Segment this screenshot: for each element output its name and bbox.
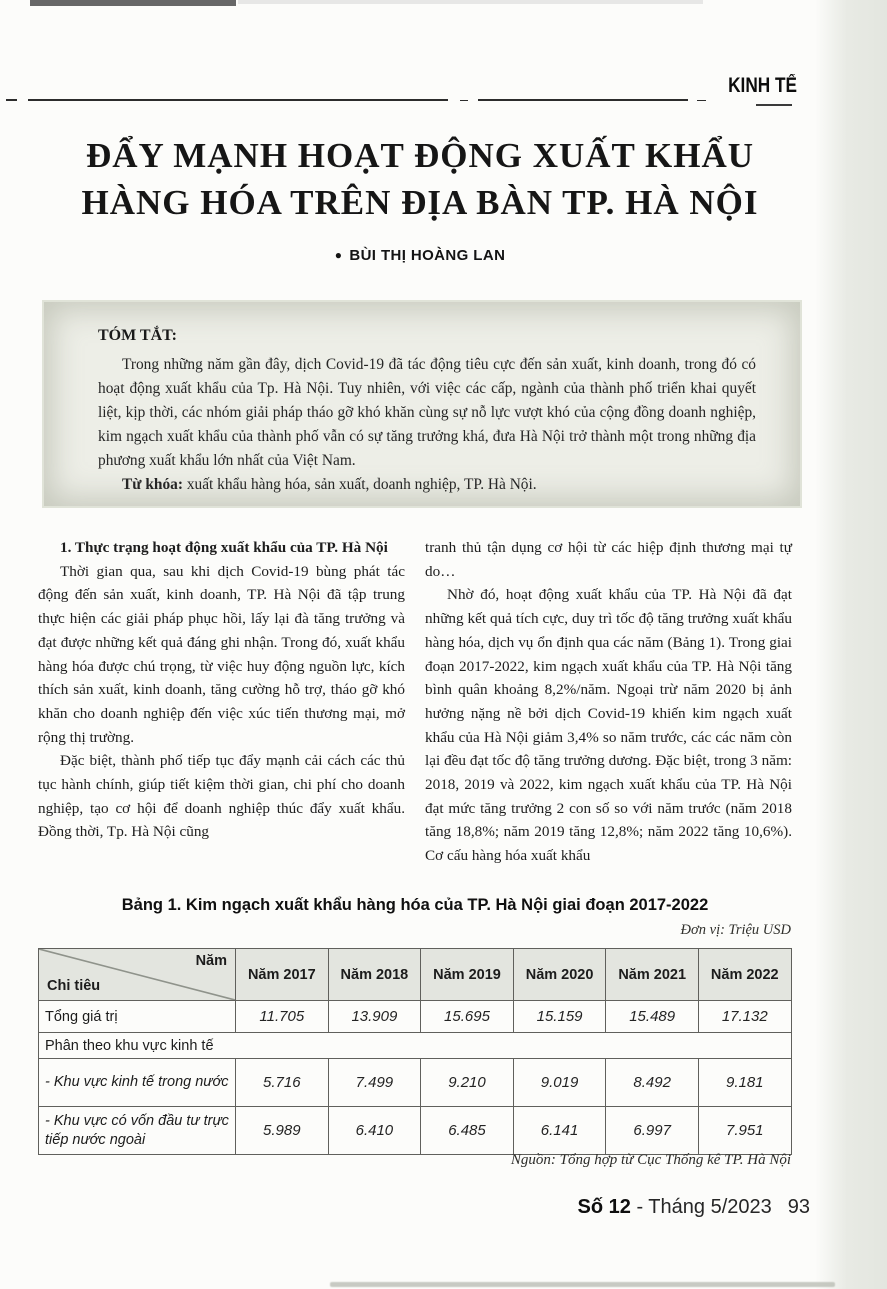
table-cell: 5.989	[236, 1107, 329, 1155]
abstract-text: Trong những năm gần đây, dịch Covid-19 đã tác động tiêu cực đến sản xuất, kinh doanh, trong đó có hoạt động xuất khẩu của Tp. Hà Nội. Tuy nhiên, với việc các cấp, ngành của thành phố triển khai quyết liệt, kịp thời, các nhóm giải pháp tháo gỡ khó khăn cùng sự nỗ lực vượt khó của cộng đồng doanh nghiệp, kim ngạch xuất khẩu của thành phố vẫn có sự tăng trưởng khá, đưa Hà Nội trở thành một trong những địa phương xuất khẩu lớn nhất của Việt Nam.	[98, 356, 756, 469]
table-cell: 6.410	[328, 1107, 421, 1155]
table-corner-cell	[39, 949, 236, 1001]
keywords-line	[98, 473, 756, 497]
table-row	[39, 1107, 792, 1155]
paragraph: Thời gian qua, sau khi dịch Covid-19 bùng phát tác động đến sản xuất, kinh doanh, TP. Hà Nội đã tập trung thực hiện các giải pháp phục hồi, lấy lại đà tăng trưởng và đạt được những kết quả đáng ghi nhận. Trong đó, xuất khẩu hàng hóa được chú trọng, từ việc huy động nguồn lực, kích thích sản xuất, kinh doanh, tăng cường hỗ trợ, tháo gỡ khó khăn cho doanh nghiệp đến việc xúc tiến thương mại, mở rộng thị trường.	[38, 562, 405, 746]
table-row	[39, 1001, 792, 1033]
paragraph: tranh thủ tận dụng cơ hội từ các hiệp định thương mại tự do…	[425, 539, 792, 580]
table-cell: 17.132	[698, 1001, 791, 1033]
corner-label-year: Năm	[195, 953, 227, 969]
table-cell: 6.141	[513, 1107, 606, 1155]
table-source: Nguồn: Tổng hợp từ Cục Thống kê TP. Hà Nội	[510, 1152, 791, 1168]
table-cell: 7.499	[328, 1059, 421, 1107]
column-header: Năm 2018	[328, 949, 421, 1001]
author-line	[40, 247, 800, 264]
table-cell: 15.489	[606, 1001, 699, 1033]
row-label: - Khu vực có vốn đầu tư trực tiếp nước ngoài	[39, 1107, 236, 1155]
category-underline	[756, 104, 792, 106]
keywords-label: Từ khóa:	[122, 476, 183, 493]
paragraph: Nhờ đó, hoạt động xuất khẩu của TP. Hà Nội đã đạt những kết quả tích cực, duy trì tốc độ tăng trưởng xuất khẩu hàng hóa, dịch vụ ổn định qua các năm (Bảng 1). Trong giai đoạn 2017-2022, kim ngạch xuất khẩu của TP. Hà Nội tăng bình quân khoảng 8,2%/năm. Ngoại trừ năm 2020 bị ảnh hưởng nặng nề bởi dịch Covid-19 khiến kim ngạch xuất khẩu của Hà Nội giảm 3,4% so năm trước, các các năm còn lại đều đạt tốc độ tăng trưởng dương. Đặc biệt, trong 3 năm: 2018, 2019 và 2022, kim ngạch xuất khẩu của TP. Hà Nội đạt mức tăng trưởng 2 con số so với năm trước (năm 2018 tăng 18,8%; năm 2019 tăng 12,8%; năm 2022 tăng 10,6%). Cơ cấu hàng hóa xuất khẩu	[425, 586, 792, 865]
article-title-line2: HÀNG HÓA TRÊN ĐỊA BÀN TP. HÀ NỘI	[81, 183, 759, 222]
body-columns	[38, 536, 792, 868]
header-rule-segment	[478, 99, 688, 101]
row-label: Phân theo khu vực kinh tế	[39, 1033, 792, 1059]
table-cell: 9.019	[513, 1059, 606, 1107]
top-scan-artifact-light	[238, 0, 703, 4]
category-label: KINH TẾ	[728, 74, 797, 97]
table-caption: Bảng 1. Kim ngạch xuất khẩu hàng hóa của TP. Hà Nội giai đoạn 2017-2022	[121, 896, 709, 914]
author-name: BÙI THỊ HOÀNG LAN	[349, 247, 506, 264]
page-edge-shadow-right	[815, 0, 887, 1289]
column-header: Năm 2017	[236, 949, 329, 1001]
header-rule-segment	[6, 99, 17, 101]
table-unit: Đơn vị: Triệu USD	[680, 922, 791, 938]
table-row	[39, 1059, 792, 1107]
row-label: - Khu vực kinh tế trong nước	[39, 1059, 236, 1107]
row-label: Tổng giá trị	[39, 1001, 236, 1033]
footer-issue: Số 12	[577, 1196, 631, 1218]
article-title	[40, 132, 800, 226]
column-header: Năm 2022	[698, 949, 791, 1001]
column-header: Năm 2019	[421, 949, 514, 1001]
header-rule-segment	[460, 100, 468, 101]
table-cell: 11.705	[236, 1001, 329, 1033]
page-edge-shadow-bottom	[330, 1282, 835, 1287]
paragraph: Đặc biệt, thành phố tiếp tục đẩy mạnh cải cách các thủ tục hành chính, giúp tiết kiệm thời gian, chi phí cho doanh nghiệp, tạo cơ hội để doanh nghiệp thúc đẩy xuất khẩu. Đồng thời, Tp. Hà Nội cũng	[38, 752, 405, 841]
table-row	[39, 1033, 792, 1059]
page-footer	[38, 1196, 810, 1219]
table-cell: 15.159	[513, 1001, 606, 1033]
header-rule-segment	[697, 100, 706, 101]
footer-page-number: 93	[787, 1196, 810, 1218]
table-cell: 8.492	[606, 1059, 699, 1107]
body-column-left	[38, 536, 405, 868]
footer-date: - Tháng 5/2023	[630, 1196, 772, 1218]
column-header: Năm 2021	[606, 949, 699, 1001]
table-cell: 6.485	[421, 1107, 514, 1155]
table-cell: 15.695	[421, 1001, 514, 1033]
article-title-line1: ĐẨY MẠNH HOẠT ĐỘNG XUẤT KHẨU	[85, 136, 755, 175]
export-table	[38, 948, 792, 1155]
section-heading: 1. Thực trạng hoạt động xuất khẩu của TP. Hà Nội	[60, 539, 388, 556]
top-scan-artifact	[30, 0, 236, 6]
body-column-right	[425, 536, 792, 868]
corner-label-criteria: Chi tiêu	[47, 978, 101, 994]
table-cell: 9.181	[698, 1059, 791, 1107]
column-header: Năm 2020	[513, 949, 606, 1001]
keywords-text: xuất khẩu hàng hóa, sản xuất, doanh nghiệp, TP. Hà Nội.	[182, 476, 537, 493]
header-rule-segment	[28, 99, 448, 101]
abstract-box	[42, 300, 802, 508]
table-cell: 6.997	[606, 1107, 699, 1155]
abstract-heading: TÓM TẮT:	[98, 327, 177, 344]
table-cell: 9.210	[421, 1059, 514, 1107]
author-bullet-icon: ●	[334, 248, 343, 262]
table-cell: 13.909	[328, 1001, 421, 1033]
table-cell: 5.716	[236, 1059, 329, 1107]
table-header-row	[39, 949, 792, 1001]
table-cell: 7.951	[698, 1107, 791, 1155]
